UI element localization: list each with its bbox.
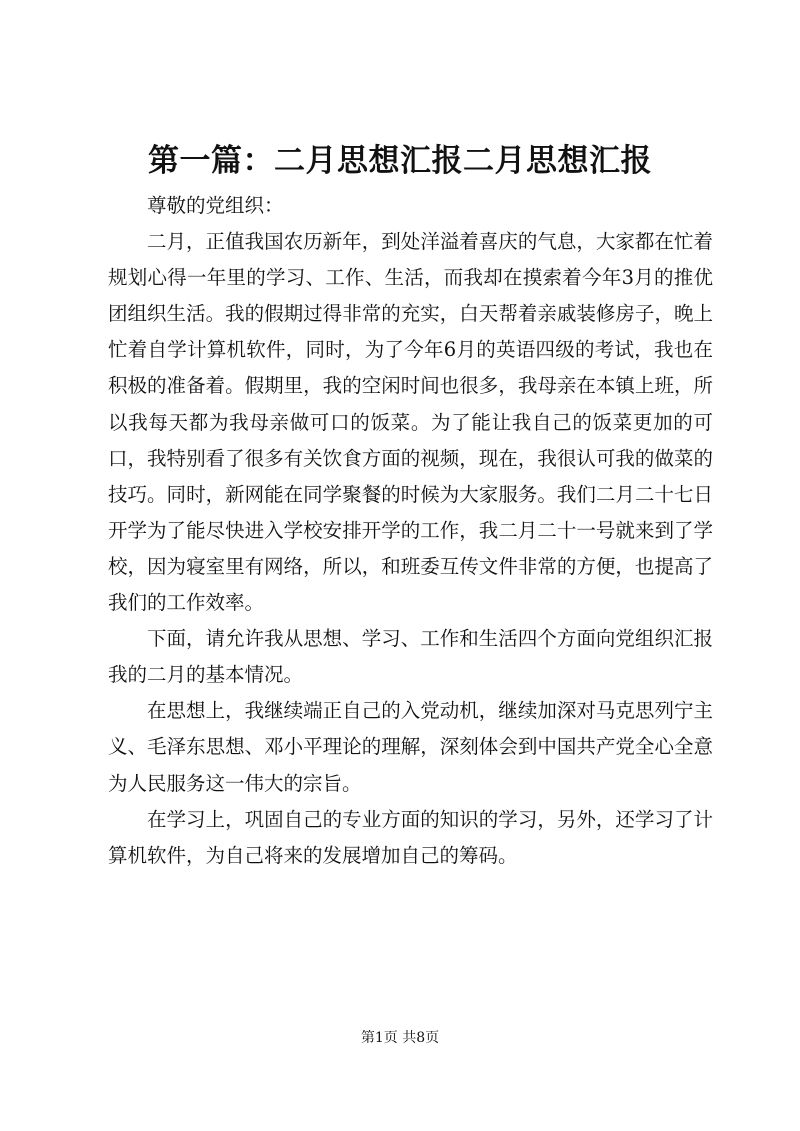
body-paragraph: 在学习上，巩固自己的专业方面的知识的学习，另外，还学习了计算机软件，为自己将来的发展增加自己的筹码。 [108,807,713,867]
page-footer: 第1页 共8页 [360,1030,440,1046]
body-paragraph: 下面，请允许我从思想、学习、工作和生活四个方面向党组织汇报我的二月的基本情况。 [108,627,713,687]
document-body [108,188,713,874]
document-title: 第一篇：二月思想汇报二月思想汇报 [148,143,652,179]
body-paragraph: 在思想上，我继续端正自己的入党动机，继续加深对马克思列宁主义、毛泽东思想、邓小平理论的理解，深刻体会到中国共产党全心全意为人民服务这一伟大的宗旨。 [108,699,713,795]
body-paragraph: 二月，正值我国农历新年，到处洋溢着喜庆的气息，大家都在忙着规划心得一年里的学习、工作、生活，而我却在摸索着今年3月的推优团组织生活。我的假期过得非常的充实，白天帮着亲戚装修房子，晚上忙着自学计算机软件，同时，为了今年6月的英语四级的考试，我也在积极的准备着。假期里，我的空闲时间也很多，我母亲在本镇上班，所以我每天都为我母亲做可口的饭菜。为了能让我自己的饭菜更加的可口，我特别看了很多有关饮食方面的视频，现在，我很认可我的做菜的技巧。同时，新网能在同学聚餐的时候为大家服务。我们二月二十七日开学为了能尽快进入学校安排开学的工作，我二月二十一号就来到了学校，因为寝室里有网络，所以，和班委互传文件非常的方便，也提高了我们的工作效率。 [108,230,713,615]
salutation-paragraph: 尊敬的党组织： [147,194,284,217]
